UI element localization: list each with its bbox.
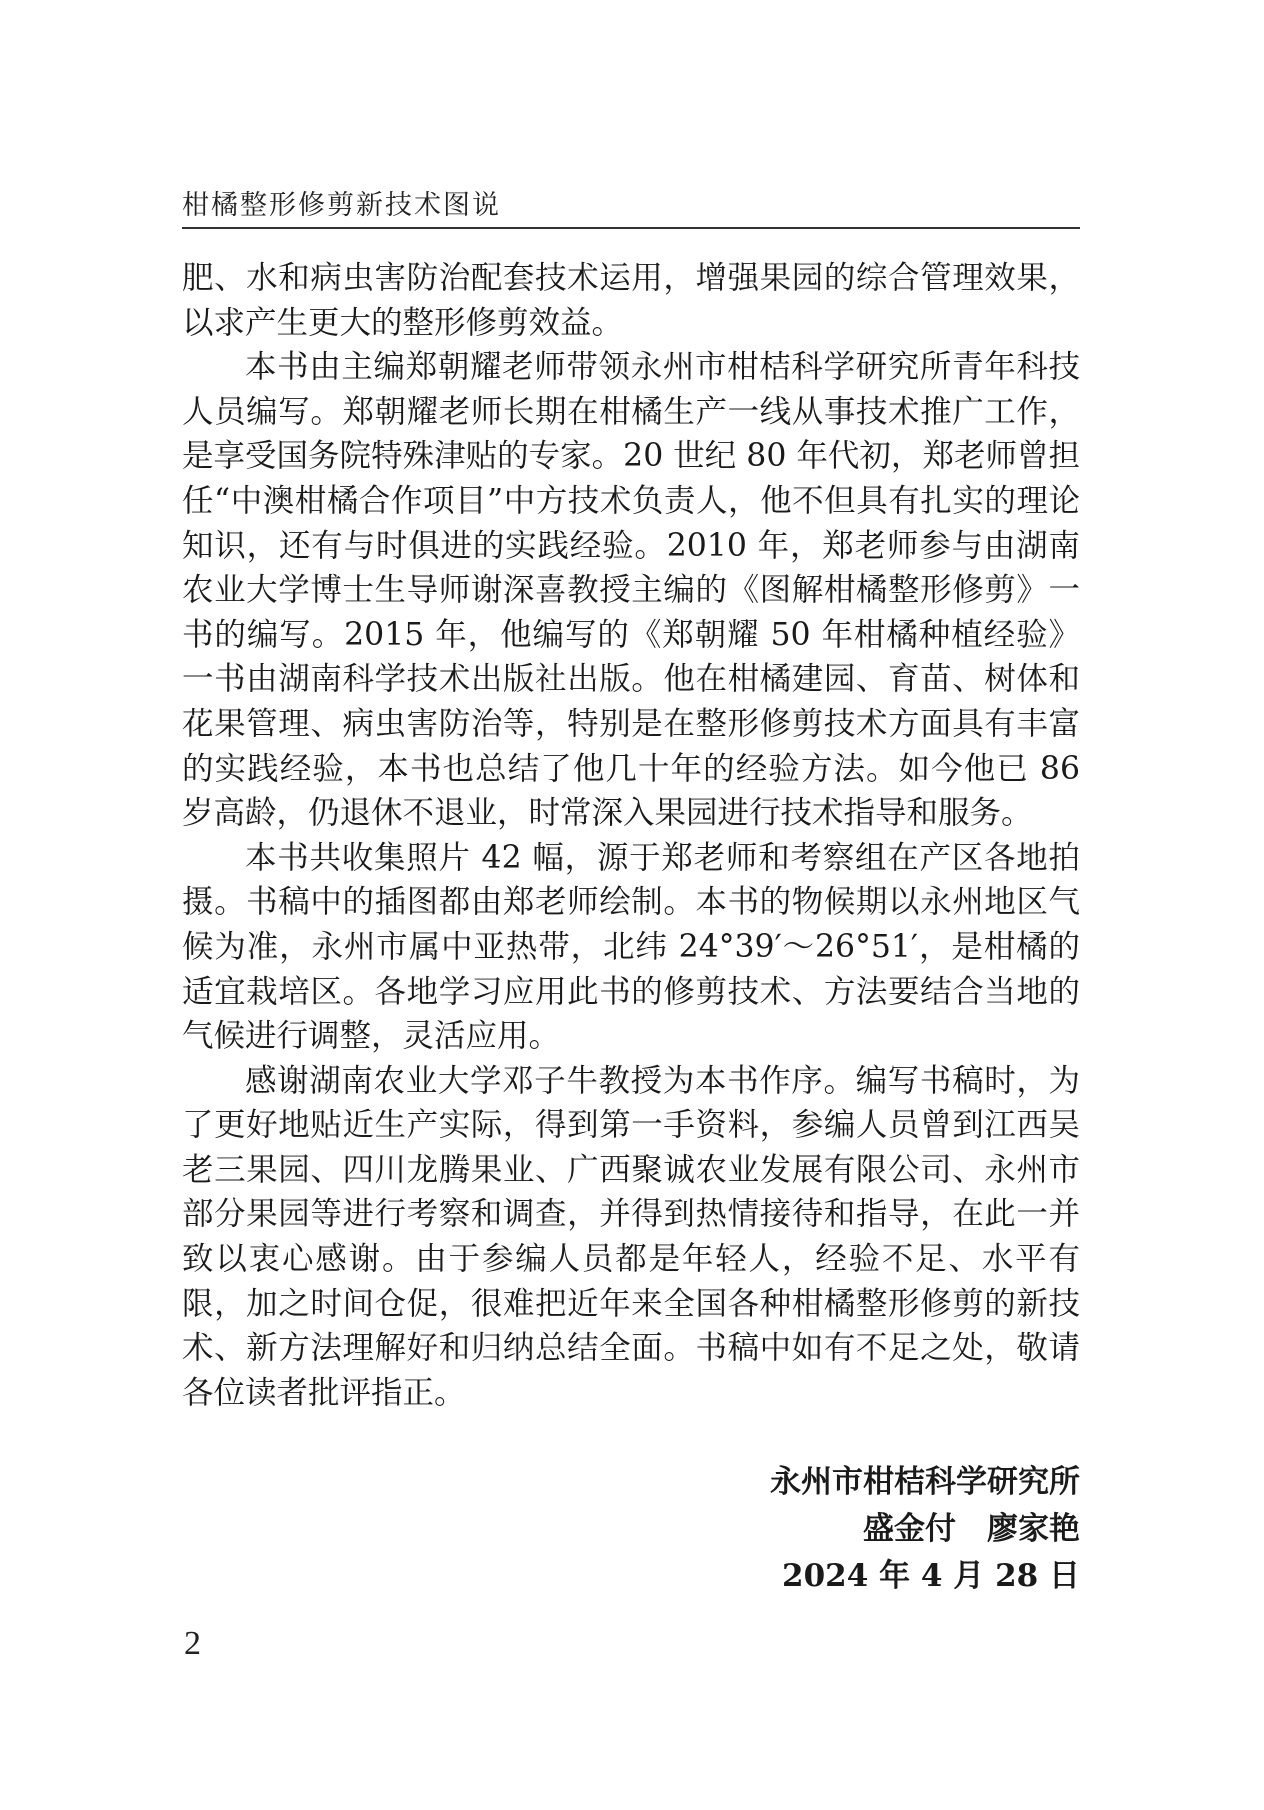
paragraph-acknowledgements: 感谢湖南农业大学邓子牛教授为本书作序。编写书稿时，为了更好地贴近生产实际，得到第一手资料，参编人员曾到江西吴老三果园、四川龙腾果业、广西聚诚农业发展有限公司、永州市部分果园等进行考察和调查，并得到热情接待和指导，在此一并致以衷心感谢。由于参编人员都是年轻人，经验不足、水平有限，加之时间仓促，很难把近年来全国各种柑橘整形修剪的新技术、新方法理解好和归纳总结全面。书稿中如有不足之处，敬请各位读者批评指正。: [182, 1062, 1080, 1411]
header-divider: [182, 227, 1080, 229]
signature-authors: 盛金付 廖家艳: [863, 1511, 1080, 1547]
body-text: [182, 256, 1080, 1415]
paragraph-continuation: 肥、水和病虫害防治配套技术运用，增强果园的综合管理效果，以求产生更大的整形修剪效益。: [182, 260, 1080, 341]
signature-date: 2024 年 4 月 28 日: [782, 1558, 1080, 1594]
paragraph-authors: 本书由主编郑朝耀老师带领永州市柑桔科学研究所青年科技人员编写。郑朝耀老师长期在柑橘生产一线从事技术推广工作，是享受国务院特殊津贴的专家。20 世纪 80 年代初，郑老师曾担任“中澳柑橘合作项目”中方技术负责人，他不但具有扎实的理论知识，还有与时俱进的实践经验。2010 年，郑老师参与由湖南农业大学博士生导师谢深喜教授主编的《图解柑橘整形修剪》一书的编写。2015 年，他编写的《郑朝耀 50 年柑橘种植经验》一书由湖南科学技术出版社出版。他在柑橘建园、育苗、树体和花果管理、病虫害防治等，特别是在整形修剪技术方面具有丰富的实践经验，本书也总结了他几十年的经验方法。如今他已 86 岁高龄，仍退休不退业，时常深入果园进行技术指导和服务。: [182, 349, 1080, 832]
running-header-title: 柑橘整形修剪新技术图说: [182, 190, 501, 221]
signature-institution: 永州市柑桔科学研究所: [770, 1464, 1080, 1500]
paragraph-photos: 本书共收集照片 42 幅，源于郑老师和考察组在产区各地拍摄。书稿中的插图都由郑老师绘制。本书的物候期以永州地区气候为准，永州市属中亚热带，北纬 24°39′～26°51′，是柑橘的适宜栽培区。各地学习应用此书的修剪技术、方法要结合当地的气候进行调整，灵活应用。: [182, 839, 1080, 1055]
page-number: 2: [184, 1625, 201, 1662]
signature-block: [770, 1459, 1080, 1600]
